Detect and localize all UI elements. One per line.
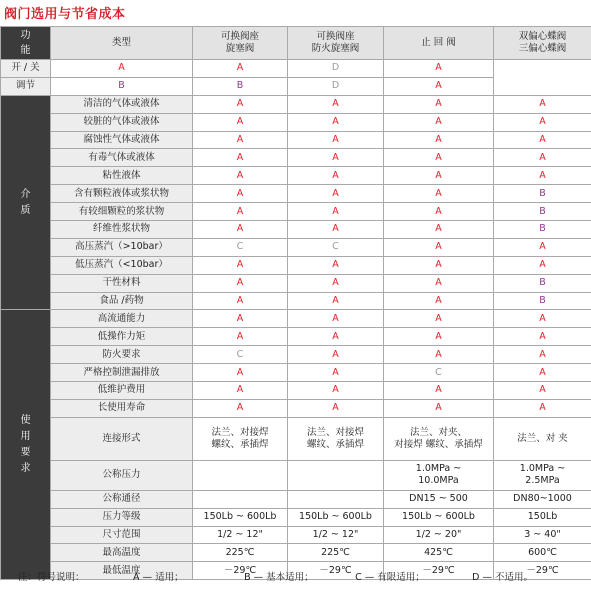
cell-value: 1/2 ~ 12" <box>288 526 384 544</box>
cell-value-empty <box>193 460 288 490</box>
row-label: 低维护费用 <box>51 382 193 400</box>
table-row <box>1 274 591 292</box>
cell-symbol: A <box>193 221 288 239</box>
table-row <box>1 399 591 417</box>
page-title: 阀门选用与节省成本 <box>4 7 126 22</box>
cell-symbol: A <box>288 149 384 167</box>
header-fire-safe-line2: 防火旋塞阀 <box>311 43 360 54</box>
cell-symbol: A <box>193 399 288 417</box>
header-plug-valve-line1: 可换阀座 <box>220 31 259 42</box>
cell-symbol: A <box>288 364 384 382</box>
cell-symbol: B <box>494 292 591 310</box>
cell-symbol: A <box>494 95 591 113</box>
cell-symbol: A <box>384 149 494 167</box>
header-plug-valve-line2: 旋塞阀 <box>225 43 255 54</box>
row-label: 低压蒸汽（<10bar） <box>51 256 193 274</box>
cell-symbol: A <box>494 364 591 382</box>
cell-symbol: C <box>193 238 288 256</box>
header-butterfly-line2: 三偏心蝶阀 <box>518 43 567 54</box>
table-row <box>1 131 591 149</box>
table-row <box>1 382 591 400</box>
cell-symbol: A <box>384 328 494 346</box>
table-row <box>1 526 591 544</box>
group-media-label: 介质 <box>20 188 31 216</box>
cell-symbol: B <box>494 185 591 203</box>
cell-symbol: C <box>288 238 384 256</box>
cell-value: －29℃ <box>193 562 288 580</box>
row-label: 腐蚀性气体或液体 <box>51 131 193 149</box>
table-row <box>1 60 591 78</box>
cell-symbol: A <box>384 185 494 203</box>
row-label: 公称压力 <box>51 460 193 490</box>
cell-line: 对接焊 螺纹、承插焊 <box>394 438 483 450</box>
cell-symbol: A <box>494 113 591 131</box>
cell-line: 10.0MPa <box>418 475 459 487</box>
row-label: 最低温度 <box>51 562 193 580</box>
cell-symbol: A <box>494 256 591 274</box>
cell-symbol: A <box>494 167 591 185</box>
cell-symbol: A <box>288 167 384 185</box>
cell-symbol: A <box>288 399 384 417</box>
header-row <box>1 27 591 60</box>
cell-symbol: A <box>288 203 384 221</box>
table-row <box>1 167 591 185</box>
header-plug-valve <box>193 27 288 60</box>
cell-symbol: A <box>384 221 494 239</box>
cell-line: 螺纹、承插焊 <box>306 438 364 450</box>
legend-prefix: 注：符号说明： <box>18 572 85 583</box>
cell-symbol: A <box>384 113 494 131</box>
row-label: 调节 <box>1 77 51 95</box>
group-function-label: 功能 <box>20 30 31 56</box>
cell-symbol: A <box>193 274 288 292</box>
cell-symbol: A <box>193 382 288 400</box>
cell-value <box>288 417 384 460</box>
cell-value: 150Lb ~ 600Lb <box>384 508 494 526</box>
legend-b: B — 基本适用； <box>244 572 314 583</box>
cell-symbol: A <box>494 149 591 167</box>
cell-symbol: A <box>384 399 494 417</box>
cell-line: 法兰、对接焊 <box>211 426 269 438</box>
row-label: 含有颗粒液体或浆状物 <box>51 185 193 203</box>
legend-c: C — 有限适用； <box>355 572 425 583</box>
table-row <box>1 292 591 310</box>
cell-line: 1.0MPa ~ <box>415 463 462 475</box>
row-label: 高流通能力 <box>51 310 193 328</box>
row-label: 公称通径 <box>51 490 193 508</box>
cell-symbol: A <box>193 95 288 113</box>
cell-symbol: A <box>193 131 288 149</box>
row-label: 清洁的气体或液体 <box>51 95 193 113</box>
cell-symbol: D <box>288 60 384 78</box>
table-row <box>1 310 591 328</box>
cell-symbol: C <box>193 346 288 364</box>
cell-symbol: A <box>288 292 384 310</box>
cell-symbol: A <box>494 131 591 149</box>
row-label: 尺寸范围 <box>51 526 193 544</box>
cell-symbol: A <box>193 328 288 346</box>
cell-value: DN15 ~ 500 <box>384 490 494 508</box>
cell-symbol: B <box>193 77 288 95</box>
row-label: 开 / 关 <box>1 60 51 78</box>
table-row <box>1 490 591 508</box>
cell-value-empty <box>193 490 288 508</box>
header-check-valve: 止 回 阀 <box>384 27 494 60</box>
row-label: 纤维性浆状物 <box>51 221 193 239</box>
cell-value <box>494 460 591 490</box>
cell-value: 225℃ <box>288 544 384 562</box>
cell-symbol: A <box>384 256 494 274</box>
legend-note <box>18 569 533 583</box>
cell-symbol: A <box>494 238 591 256</box>
row-label: 较脏的气体或液体 <box>51 113 193 131</box>
cell-symbol: A <box>384 60 494 78</box>
cell-symbol: A <box>384 346 494 364</box>
valve-selection-table <box>0 26 591 580</box>
row-label: 连接形式 <box>51 417 193 460</box>
cell-value-empty <box>288 460 384 490</box>
table-row <box>1 256 591 274</box>
legend-a: A — 适用； <box>133 572 184 583</box>
header-butterfly-valve <box>494 27 591 60</box>
cell-symbol: A <box>384 203 494 221</box>
cell-value: －29℃ <box>384 562 494 580</box>
group-usage <box>1 310 51 580</box>
cell-symbol: A <box>193 292 288 310</box>
table-row <box>1 364 591 382</box>
row-label: 严格控制泄漏排放 <box>51 364 193 382</box>
cell-value <box>384 417 494 460</box>
table-row <box>1 346 591 364</box>
table-row <box>1 95 591 113</box>
row-label: 最高温度 <box>51 544 193 562</box>
cell-symbol: A <box>193 256 288 274</box>
cell-symbol: B <box>494 203 591 221</box>
cell-symbol: A <box>288 185 384 203</box>
cell-symbol: A <box>288 131 384 149</box>
cell-line: 2.5MPa <box>525 475 560 487</box>
cell-symbol: A <box>288 256 384 274</box>
cell-value <box>193 417 288 460</box>
table-row <box>1 203 591 221</box>
table-row <box>1 113 591 131</box>
cell-value: －29℃ <box>288 562 384 580</box>
cell-value: 150Lb ~ 600Lb <box>288 508 384 526</box>
cell-symbol: A <box>494 310 591 328</box>
cell-symbol: A <box>193 149 288 167</box>
cell-value: 425℃ <box>384 544 494 562</box>
cell-value: 法兰、对 夹 <box>494 417 591 460</box>
row-label: 高压蒸汽（>10bar） <box>51 238 193 256</box>
group-function <box>1 27 51 60</box>
header-type: 类型 <box>51 27 193 60</box>
cell-symbol: A <box>193 167 288 185</box>
table-row <box>1 238 591 256</box>
cell-symbol: D <box>288 77 384 95</box>
table-row <box>1 508 591 526</box>
row-label: 有较细颗粒的浆状物 <box>51 203 193 221</box>
cell-line: 法兰、对夹、 <box>409 426 467 438</box>
group-usage-label: 使用要求 <box>20 414 31 474</box>
row-label: 长使用寿命 <box>51 399 193 417</box>
row-label: 压力等级 <box>51 508 193 526</box>
cell-symbol: A <box>51 60 193 78</box>
cell-value: 3 ~ 40" <box>494 526 591 544</box>
cell-symbol: A <box>288 113 384 131</box>
legend-d: D — 不适用。 <box>472 572 533 583</box>
cell-symbol: A <box>494 328 591 346</box>
header-fire-safe-plug-valve <box>288 27 384 60</box>
cell-value: 150Lb <box>494 508 591 526</box>
cell-symbol: B <box>494 221 591 239</box>
table-row <box>1 544 591 562</box>
row-label: 粘性液体 <box>51 167 193 185</box>
cell-value: DN80~1000 <box>494 490 591 508</box>
table-row <box>1 77 591 95</box>
cell-symbol: A <box>288 310 384 328</box>
cell-symbol: A <box>494 346 591 364</box>
cell-value-empty <box>288 490 384 508</box>
cell-value: 600℃ <box>494 544 591 562</box>
cell-symbol: A <box>384 274 494 292</box>
table-row <box>1 328 591 346</box>
cell-symbol: A <box>193 60 288 78</box>
cell-symbol: A <box>193 113 288 131</box>
cell-value: 150Lb ~ 600Lb <box>193 508 288 526</box>
cell-symbol: A <box>193 364 288 382</box>
table-row <box>1 185 591 203</box>
cell-value <box>384 460 494 490</box>
cell-symbol: A <box>193 203 288 221</box>
row-label: 低操作力矩 <box>51 328 193 346</box>
cell-symbol: A <box>494 399 591 417</box>
cell-symbol: B <box>51 77 193 95</box>
cell-value: 1/2 ~ 12" <box>193 526 288 544</box>
cell-symbol: A <box>384 238 494 256</box>
cell-symbol: A <box>288 274 384 292</box>
cell-value: －29℃ <box>494 562 591 580</box>
cell-symbol: A <box>494 382 591 400</box>
cell-symbol: A <box>288 95 384 113</box>
valve-selection-table-wrapper <box>0 26 591 580</box>
group-media <box>1 95 51 310</box>
cell-symbol: C <box>384 364 494 382</box>
cell-symbol: A <box>384 382 494 400</box>
cell-symbol: A <box>384 95 494 113</box>
table-row <box>1 417 591 460</box>
cell-symbol: A <box>384 310 494 328</box>
cell-symbol: A <box>384 292 494 310</box>
cell-symbol: A <box>193 310 288 328</box>
header-fire-safe-line1: 可换阀座 <box>316 31 355 42</box>
cell-symbol: A <box>384 77 494 95</box>
header-butterfly-line1: 双偏心蝶阀 <box>518 31 567 42</box>
cell-symbol: A <box>288 221 384 239</box>
cell-value: 225℃ <box>193 544 288 562</box>
table-row <box>1 460 591 490</box>
cell-symbol: A <box>384 167 494 185</box>
cell-line: 螺纹、承插焊 <box>211 438 269 450</box>
cell-symbol: B <box>494 274 591 292</box>
row-label: 干性材料 <box>51 274 193 292</box>
cell-line: 1.0MPa ~ <box>519 463 566 475</box>
cell-symbol: A <box>288 346 384 364</box>
cell-symbol: A <box>193 185 288 203</box>
cell-symbol: A <box>288 328 384 346</box>
row-label: 食品 /药物 <box>51 292 193 310</box>
cell-symbol: A <box>288 382 384 400</box>
table-row <box>1 149 591 167</box>
cell-symbol: A <box>384 131 494 149</box>
cell-line: 法兰、对接焊 <box>306 426 364 438</box>
cell-value: 1/2 ~ 20" <box>384 526 494 544</box>
row-label: 有毒气体或液体 <box>51 149 193 167</box>
table-row <box>1 221 591 239</box>
row-label: 防火要求 <box>51 346 193 364</box>
